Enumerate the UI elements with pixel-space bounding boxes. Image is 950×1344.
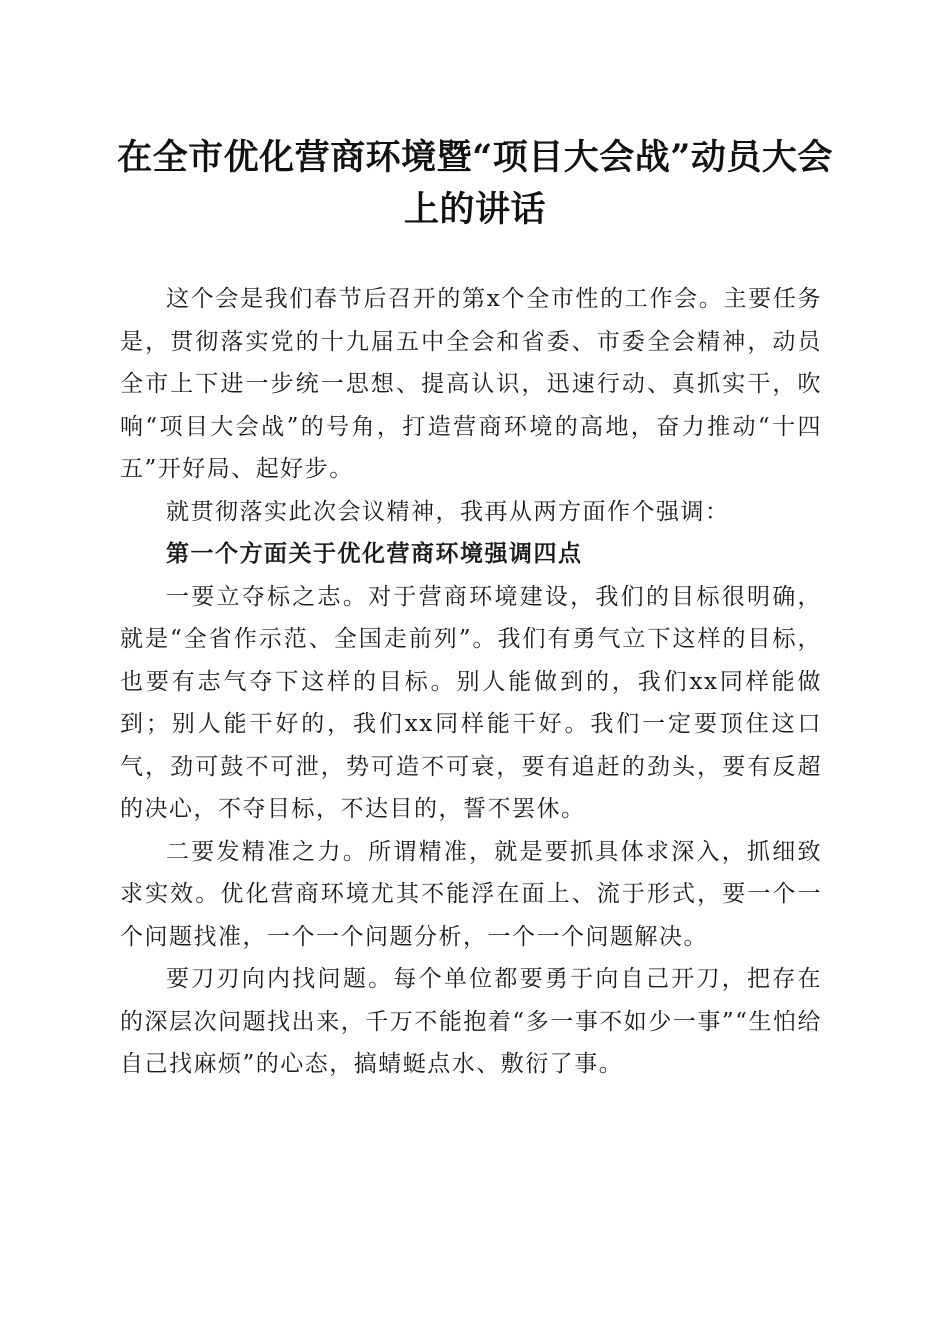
- paragraph-find-problems: 要刀刃向内找问题。每个单位都要勇于向自己开刀，把存在的深层次问题找出来，千万不能抱着“多一事不如少一事”“生怕给自己找麻烦”的心态，搞蜻蜓点水、敷衍了事。: [120, 966, 822, 1077]
- paragraph-opening: 这个会是我们春节后召开的第x个全市性的工作会。主要任务是，贯彻落实党的十九届五中全会和省委、市委全会精神，动员全市上下进一步统一思想、提高认识，迅速行动、真抓实干，吹响“项目大会战”的号角，打造营商环境的高地，奋力推动“十四五”开好局、起好步。: [120, 286, 822, 482]
- paragraph-emphasis-intro: 就贯彻落实此次会议精神，我再从两方面作个强调：: [166, 498, 730, 525]
- paragraph-point-two: 二要发精准之力。所谓精准，就是要抓具体求深入，抓细致求实效。优化营商环境尤其不能浮在面上、流于形式，要一个一个问题找准，一个一个问题分析，一个一个问题解决。: [120, 838, 822, 950]
- document-body: [120, 278, 822, 1086]
- document-title: 在全市优化营商环境暨“项目大会战”动员大会上的讲话: [117, 137, 833, 230]
- section-heading: 第一个方面关于优化营商环境强调四点: [166, 540, 583, 567]
- paragraph-point-one: 一要立夺标之志。对于营商环境建设，我们的目标很明确，就是“全省作示范、全国走前列”。我们有勇气立下这样的目标，也要有志气夺下这样的目标。别人能做到的，我们xx同样能做到；别人能干好的，我们xx同样能干好。我们一定要顶住这口气，劲可鼓不可泄，势可造不可衰，要有追赶的劲头，要有反超的决心，不夺目标，不达目的，誓不罢休。: [120, 583, 822, 822]
